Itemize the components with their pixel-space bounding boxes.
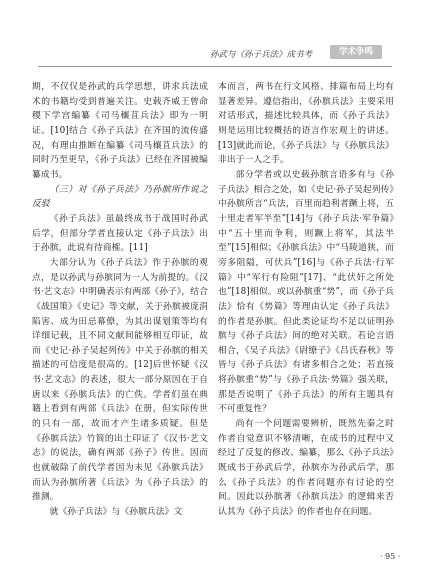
left-column [32,80,208,520]
paragraph: 《孙子兵法》虽最终成书于战国时孙武后学，但部分学者直接认定《孙子兵法》出于孙膑，此说有待商榷。[11] [32,213,208,254]
section-tag: 学术争鸣 [330,45,382,59]
paragraph: 部分学者或以史载孙膑言语多有与《孙子兵法》相合之处，如《史记·孙子吴起列传》中孙膑所言“兵法，百里而趋利者蹶上将，五十里走者军半至”[14]与《孙子兵法·军争篇》中“五十里而争利，则蹶上将军，其法半至”[15]相似；《孙膑兵法》中“马陵道狭，而旁多阻隘，可伏兵”[16]与《孙子兵法·行军篇》中“军行有险阻”[17]、“此伏奸之所处也”[18]相似。或以孙膑重“势”，而《孙子兵法》恰有《势篇》等理由认定《孙子兵法》的作者是孙膑。但此类论证均不足以证明孙膑与《孙子兵法》间的绝对关联。若论言语相合，《吴子兵法》《尉缭子》《吕氏春秋》等皆与《孙子兵法》有诸多相合之处；若直接将孙膑重“势”与《孙子兵法·势篇》强关联，那是否说明了《孙子兵法》的所有主题具有不可重复性？ [218,169,394,415]
right-column [218,80,394,520]
page-header [0,0,427,70]
paragraph: 就《孙子兵法》与《孙膑兵法》文 [49,507,183,518]
page-number: · 95 · [380,552,401,561]
paragraph: 期，不仅仅是孙武的兵学思想，讲求兵法成术的书籍均受到普遍关注。史载齐威王曾命稷下学宫编纂《司马穰苴兵法》即为一明证。[10]结合《孙子兵法》在齐国的流传盛况，有理由推断在编纂《司马穰苴兵法》的同时乃至更早，《孙子兵法》已经在齐国被编纂成书。 [32,82,208,180]
header-rule [38,66,392,67]
paragraph: 尚有一个问题需要辨析，既然先秦之时作者自觉意识不够清晰，在成书的过程中又经过了反复的修改、编纂，那么《孙子兵法》既成书于孙武后学，孙膑亦为孙武后学，那么《孙子兵法》的作者问题亦有讨论的空间。因此以孙膑著《孙膑兵法》的逻辑来否认其为《孙子兵法》的作者也存在问题。 [218,419,394,518]
running-title: 孙武与《孙子兵法》成书考 [210,50,313,60]
paragraph: 本而言，两书在行文风格、排篇布局上均有显著差异。遵信指出，《孙膑兵法》主要采用对话形式，描述比较具体，而《孙子兵法》则是运用比较概括的语言作宏观上的讲述。[13]就此而论，《孙子兵法》与《孙膑兵法》非出于一人之手。 [218,82,394,166]
paragraph: 大部分认为《孙子兵法》作于孙膑的观点，是以孙武与孙膑同为一人为前提的。《汉书·艺文志》中明确表示有两部《孙子》，结合《战国策》《史记》等文献，关于孙膑被庞涓陷害、成为田忌幕僚，为其出谋划策等均有详细记载，且不同文献间能够相互印证，故而《史记·孙子吴起列传》中关于孙膑的相关描述的可信度是很高的。[12]后世怀疑《汉书·艺文志》的表述，很大一部分原因在于自唐以来《孙膑兵法》的亡佚。学者们虽在典籍上看到有两部《兵法》在册，但实际传世的只有一部，故而才产生诸多质疑。但是《孙膑兵法》竹简的出土印证了《汉书·艺文志》的说法，确有两部《孙子》传世。因而也就破除了前代学者因为未见《孙膑兵法》而认为孙膑所著《兵法》为《孙子兵法》的推测。 [32,257,208,503]
section-heading: （三）对《孙子兵法》乃孙膑所作说之反驳 [32,184,208,210]
